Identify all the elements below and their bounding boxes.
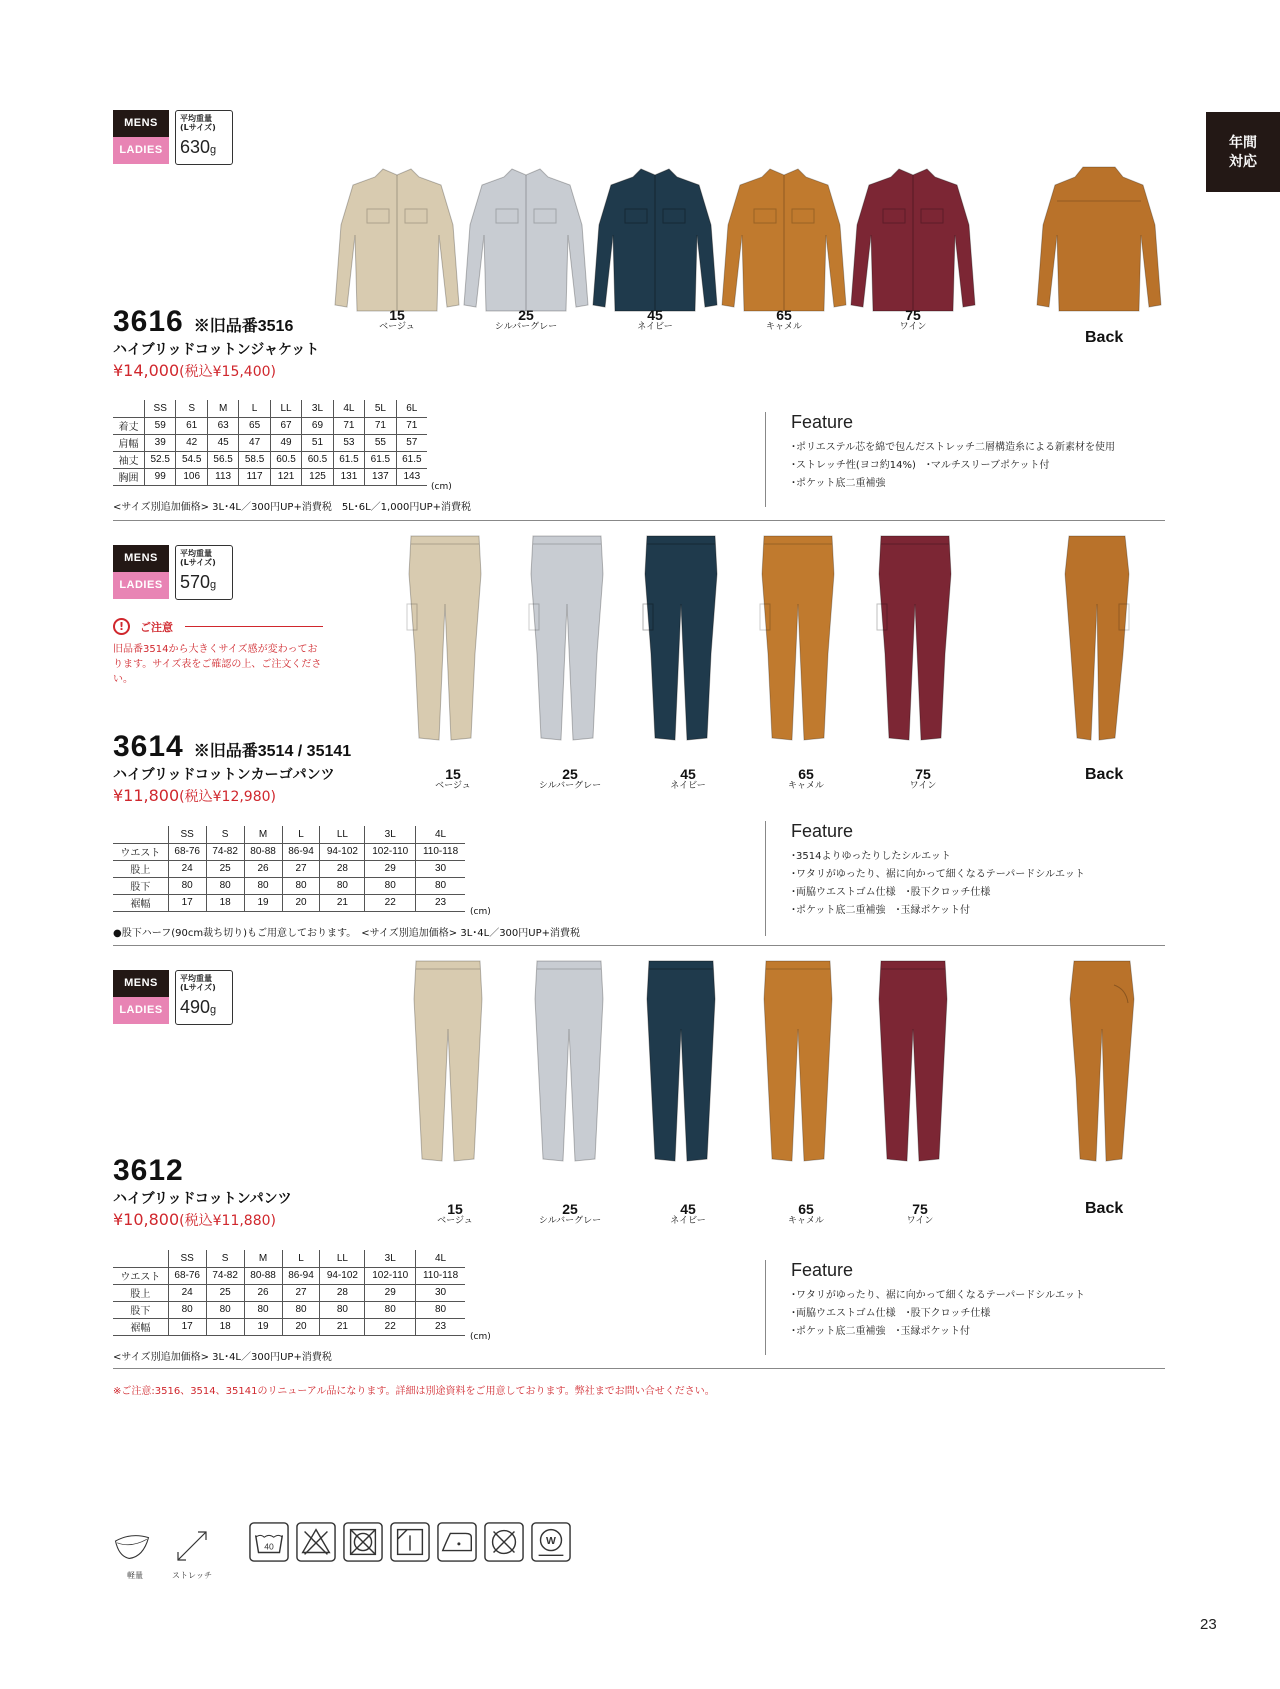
color-label-25: 25 シルバーグレー [538, 766, 602, 791]
jacket-image-65 [720, 165, 848, 317]
gender-badges [113, 970, 169, 1024]
table-row: ウエスト 68-76 74-82 80-88 86-94 94-102 102-110 110-118 [113, 1267, 465, 1284]
color-label-75: 75 ワイン [909, 766, 937, 791]
unit-label: (cm) [470, 1332, 491, 1342]
color-label-65: 65 キャメル [787, 766, 824, 791]
feature-title: Feature [791, 412, 854, 432]
feature-box [765, 412, 1115, 507]
price: ¥10,800(税込¥11,880) [113, 1210, 276, 1229]
color-label-75: 75 ワイン [899, 307, 927, 332]
cargo-pants-image-25 [527, 534, 607, 744]
gender-badges [113, 545, 169, 599]
size-note: <サイズ別追加価格> 3L･4L／300円UP+消費税 [113, 1352, 332, 1363]
color-label-15: 15 ベージュ [435, 766, 471, 791]
table-row: 股上 24 25 26 27 28 29 30 [113, 1284, 465, 1301]
pants-image-75 [875, 959, 951, 1165]
weight-label: 平均重量 [180, 549, 212, 558]
weight-label: 平均重量 [180, 114, 212, 123]
wash-40-icon [249, 1522, 289, 1562]
feature-title: Feature [791, 1260, 854, 1280]
old-model-number: ※旧品番3516 [193, 318, 294, 335]
ladies-badge: LADIES [113, 997, 169, 1024]
cargo-pants-image-45 [641, 534, 721, 744]
stretch-icon [172, 1526, 212, 1566]
lightweight-icon [112, 1528, 152, 1568]
feature-item: ･ポケット底二重補強 ･玉縁ポケット付 [791, 905, 970, 916]
line-dry-icon [390, 1522, 430, 1562]
product-name: ハイブリッドコットンジャケット [113, 342, 320, 358]
table-row: 肩幅 39 42 45 47 49 51 53 55 57 [113, 434, 427, 451]
weight-value: 570g [180, 572, 217, 592]
no-bleach-icon [296, 1522, 336, 1562]
feature-box [765, 1260, 1085, 1355]
table-row: 袖丈 52.5 54.5 56.5 58.5 60.5 60.5 61.5 61.5 61.5 [113, 451, 427, 468]
divider [113, 1368, 1165, 1369]
weight-label: 平均重量 [180, 974, 212, 983]
exclamation-icon: ! [113, 618, 130, 635]
gender-badges [113, 110, 169, 164]
price: ¥14,000(税込¥15,400) [113, 361, 276, 380]
pants-back-image [1068, 959, 1138, 1165]
mens-badge: MENS [113, 970, 169, 997]
feature-item: ･ポリエステル芯を綿で包んだストレッチ二層構造糸による新素材を使用 [791, 442, 1115, 453]
table-row: 胸囲 99 106 113 117 121 125 131 137 143 [113, 468, 427, 485]
jacket-image-75 [849, 165, 977, 317]
feature-item: ･ワタリがゆったり、裾に向かって細くなるテーパードシルエット [791, 1290, 1085, 1301]
season-tab-line-2: 対応 [1229, 154, 1257, 170]
feature-title: Feature [791, 821, 854, 841]
unit-label: (cm) [431, 482, 452, 492]
svg-text:40: 40 [264, 1541, 274, 1552]
cargo-pants-image-15 [405, 534, 485, 744]
pants-image-25 [531, 959, 607, 1165]
feature-item: ･ストレッチ性(ヨコ約14%) ･マルチスリーブポケット付 [791, 460, 1050, 471]
product-name: ハイブリッドコットンカーゴパンツ [113, 767, 335, 783]
jacket-image-25 [462, 165, 590, 317]
weight-label-sub: (Lサイズ) [180, 123, 216, 132]
table-row: 股下 80 80 80 80 80 80 80 [113, 877, 465, 894]
lightweight-label: 軽量 [127, 1571, 143, 1580]
model-number: 3616 ※旧品番3516 [113, 305, 294, 338]
weight-box [175, 970, 233, 1025]
color-label-25: 25 シルバーグレー [538, 1201, 602, 1226]
weight-value: 630g [180, 137, 217, 157]
ladies-badge: LADIES [113, 572, 169, 599]
feature-item: ･両脇ウエストゴム仕様 ･股下クロッチ仕様 [791, 887, 991, 898]
feature-item: ･ポケット底二重補強 [791, 478, 886, 489]
wet-clean-icon [531, 1522, 571, 1562]
mens-badge: MENS [113, 110, 169, 137]
product-name: ハイブリッドコットンパンツ [113, 1191, 292, 1207]
jacket-image-45 [591, 165, 719, 317]
table-row: 股下 80 80 80 80 80 80 80 [113, 1301, 465, 1318]
weight-label-sub: (Lサイズ) [180, 558, 216, 567]
pants-image-15 [410, 959, 486, 1165]
caution-heading [113, 618, 323, 635]
no-tumble-dry-icon [343, 1522, 383, 1562]
size-table: SS S M L LL 3L 4L 5L 6L 着丈 59 61 63 65 67 69 71 71 71 肩幅 39 42 45 47 49 51 53 55 57 袖丈 52.5 54.5 56.5 58.5 60.5 60.5 61.5 61.5 61.5 胸囲 99 106 113 117 121 125 131 137 143 [113, 400, 427, 486]
size-table: SS S M L LL 3L 4L ウエスト 68-76 74-82 80-88 86-94 94-102 102-110 110-118 股上 24 25 26 27 28 29 30 股下 80 80 80 80 80 80 80 裾幅 17 18 19 20 21 22 23 [113, 1250, 465, 1336]
feature-item: ･3514よりゆったりしたシルエット [791, 851, 951, 862]
divider [113, 520, 1165, 521]
jacket-back-image [1034, 165, 1164, 317]
caution-text: 旧品番3514から大きくサイズ感が変わっております。サイズ表をご確認の上、ご注文ください。 [113, 644, 322, 685]
price: ¥11,800(税込¥12,980) [113, 786, 276, 805]
renewal-footnote: ※ご注意:3516、3514、35141のリニューアル品になります。詳細は別途資料をご用意しております。弊社までお問い合せください。 [113, 1386, 715, 1397]
color-label-45: 45 ネイビー [637, 307, 673, 332]
stretch-label: ストレッチ [172, 1571, 212, 1580]
table-row: 裾幅 17 18 19 20 21 22 23 [113, 1318, 465, 1335]
season-tab-line-1: 年間 [1229, 135, 1257, 151]
size-note: ●股下ハーフ(90cm裁ち切り)もご用意しております。 <サイズ別追加価格> 3L･4L／300円UP+消費税 [113, 928, 581, 939]
unit-label: (cm) [470, 907, 491, 917]
back-label: Back [1085, 1200, 1124, 1217]
color-label-25: 25 シルバーグレー [494, 307, 558, 332]
page-number: 23 [1200, 1616, 1217, 1633]
color-label-45: 45 ネイビー [670, 766, 706, 791]
weight-value: 490g [180, 997, 217, 1017]
weight-box [175, 545, 233, 600]
model-number: 3612 [113, 1154, 184, 1187]
jacket-image-15 [333, 165, 461, 317]
pants-image-65 [760, 959, 836, 1165]
ladies-badge: LADIES [113, 137, 169, 164]
no-dry-clean-icon [484, 1522, 524, 1562]
feature-item: ･両脇ウエストゴム仕様 ･股下クロッチ仕様 [791, 1308, 991, 1319]
svg-text:W: W [546, 1535, 556, 1547]
color-label-65: 65 キャメル [787, 1201, 824, 1226]
cargo-pants-image-75 [875, 534, 955, 744]
caution-title: ご注意 [140, 620, 173, 634]
model-number: 3614 ※旧品番3514 / 35141 [113, 730, 352, 763]
color-label-15: 15 ベージュ [437, 1201, 473, 1226]
cargo-pants-back-image [1063, 534, 1133, 744]
mens-badge: MENS [113, 545, 169, 572]
cargo-pants-image-65 [758, 534, 838, 744]
color-label-15: 15 ベージュ [379, 307, 415, 332]
color-label-75: 75 ワイン [906, 1201, 934, 1226]
color-label-65: 65 キャメル [765, 307, 802, 332]
weight-box [175, 110, 233, 165]
season-tab [1206, 112, 1280, 192]
feature-box [765, 821, 1085, 936]
color-label-45: 45 ネイビー [670, 1201, 706, 1226]
caution-line [185, 626, 323, 627]
back-label: Back [1085, 766, 1124, 783]
feature-item: ･ポケット底二重補強 ･玉縁ポケット付 [791, 1326, 970, 1337]
table-row: 股上 24 25 26 27 28 29 30 [113, 860, 465, 877]
divider [113, 945, 1165, 946]
table-row: 着丈 59 61 63 65 67 69 71 71 71 [113, 417, 427, 434]
size-note: <サイズ別追加価格> 3L･4L／300円UP+消費税 5L･6L／1,000円UP+消費税 [113, 502, 472, 513]
caution-box [113, 618, 323, 687]
weight-label-sub: (Lサイズ) [180, 983, 216, 992]
size-table: SS S M L LL 3L 4L ウエスト 68-76 74-82 80-88 86-94 94-102 102-110 110-118 股上 24 25 26 27 28 29 30 股下 80 80 80 80 80 80 80 裾幅 17 18 19 20 21 22 23 [113, 826, 465, 912]
old-model-number: ※旧品番3514 / 35141 [193, 743, 352, 760]
feature-item: ･ワタリがゆったり、裾に向かって細くなるテーパードシルエット [791, 869, 1085, 880]
table-row: 裾幅 17 18 19 20 21 22 23 [113, 894, 465, 911]
pants-image-45 [643, 959, 719, 1165]
iron-icon [437, 1522, 477, 1562]
table-row: ウエスト 68-76 74-82 80-88 86-94 94-102 102-110 110-118 [113, 843, 465, 860]
back-label: Back [1085, 329, 1124, 346]
